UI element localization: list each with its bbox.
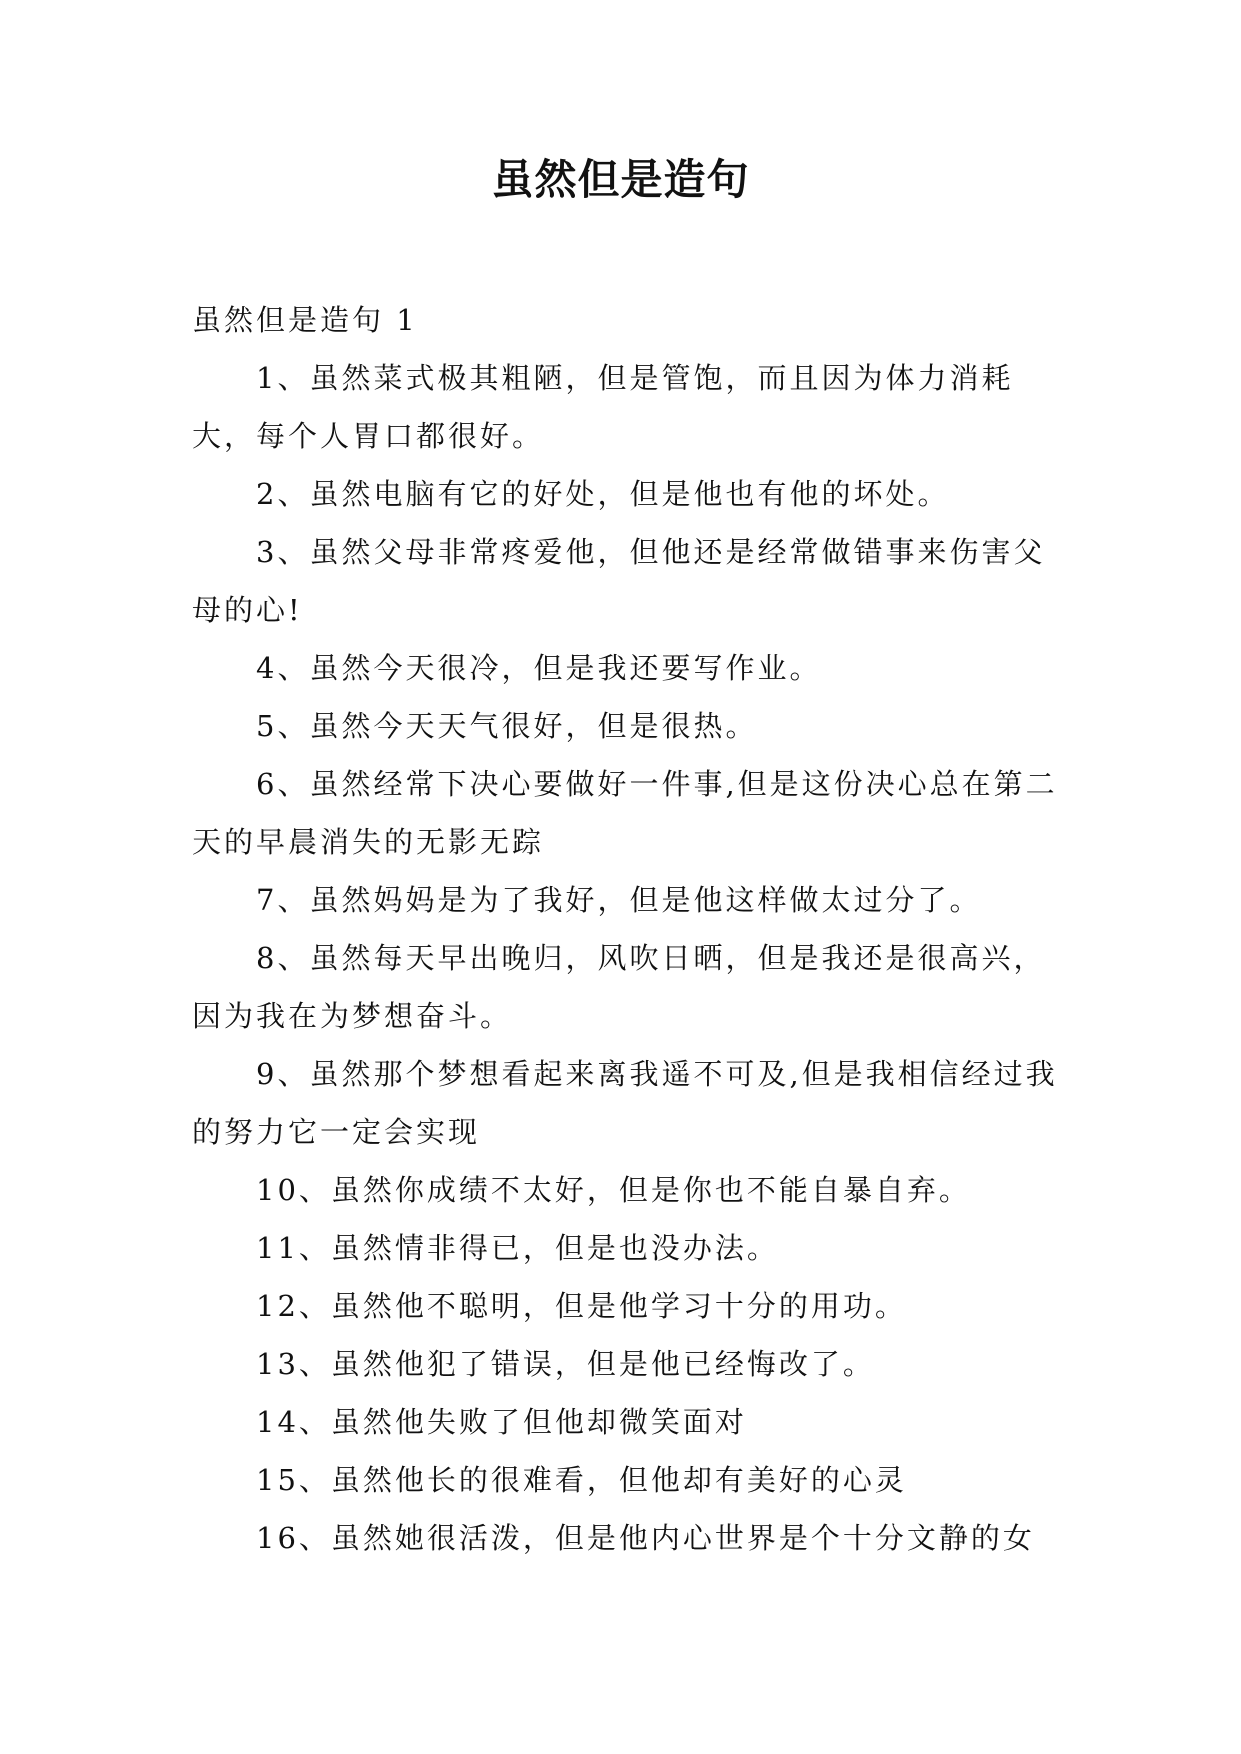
sentence-item: 4、虽然今天很冷，但是我还要写作业。 xyxy=(256,651,822,685)
sentence-item: 15、虽然他长的很难看，但他却有美好的心灵 xyxy=(256,1463,907,1497)
sentence-item: 10、虽然你成绩不太好，但是你也不能自暴自弃。 xyxy=(256,1173,971,1207)
sentence-item: 3、虽然父母非常疼爱他，但他还是经常做错事来伤害父母的心! xyxy=(192,535,1046,627)
sentence-item: 1、虽然菜式极其粗陋，但是管饱，而且因为体力消耗大，每个人胃口都很好。 xyxy=(192,361,1014,453)
sentence-item: 14、虽然他失败了但他却微笑面对 xyxy=(256,1405,747,1439)
document-body xyxy=(192,291,1062,1567)
sentence-item: 9、虽然那个梦想看起来离我遥不可及,但是我相信经过我的努力它一定会实现 xyxy=(192,1057,1058,1149)
sentence-item: 2、虽然电脑有它的好处，但是他也有他的坏处。 xyxy=(256,477,950,511)
sentence-item: 13、虽然他犯了错误，但是他已经悔改了。 xyxy=(256,1347,875,1381)
sentence-item: 12、虽然他不聪明，但是他学习十分的用功。 xyxy=(256,1289,907,1323)
sentence-item: 16、虽然她很活泼，但是他内心世界是个十分文静的女 xyxy=(256,1521,1035,1555)
document-title: 虽然但是造句 xyxy=(491,155,750,204)
sentence-item: 5、虽然今天天气很好，但是很热。 xyxy=(256,709,758,743)
sentence-item: 6、虽然经常下决心要做好一件事,但是这份决心总在第二天的早晨消失的无影无踪 xyxy=(192,767,1058,859)
sentence-item: 11、虽然情非得已，但是也没办法。 xyxy=(256,1231,779,1265)
sentence-item: 7、虽然妈妈是为了我好，但是他这样做太过分了。 xyxy=(256,883,982,917)
section-heading: 虽然但是造句 1 xyxy=(192,303,418,337)
sentence-item: 8、虽然每天早出晚归，风吹日晒，但是我还是很高兴，因为我在为梦想奋斗。 xyxy=(192,941,1046,1033)
